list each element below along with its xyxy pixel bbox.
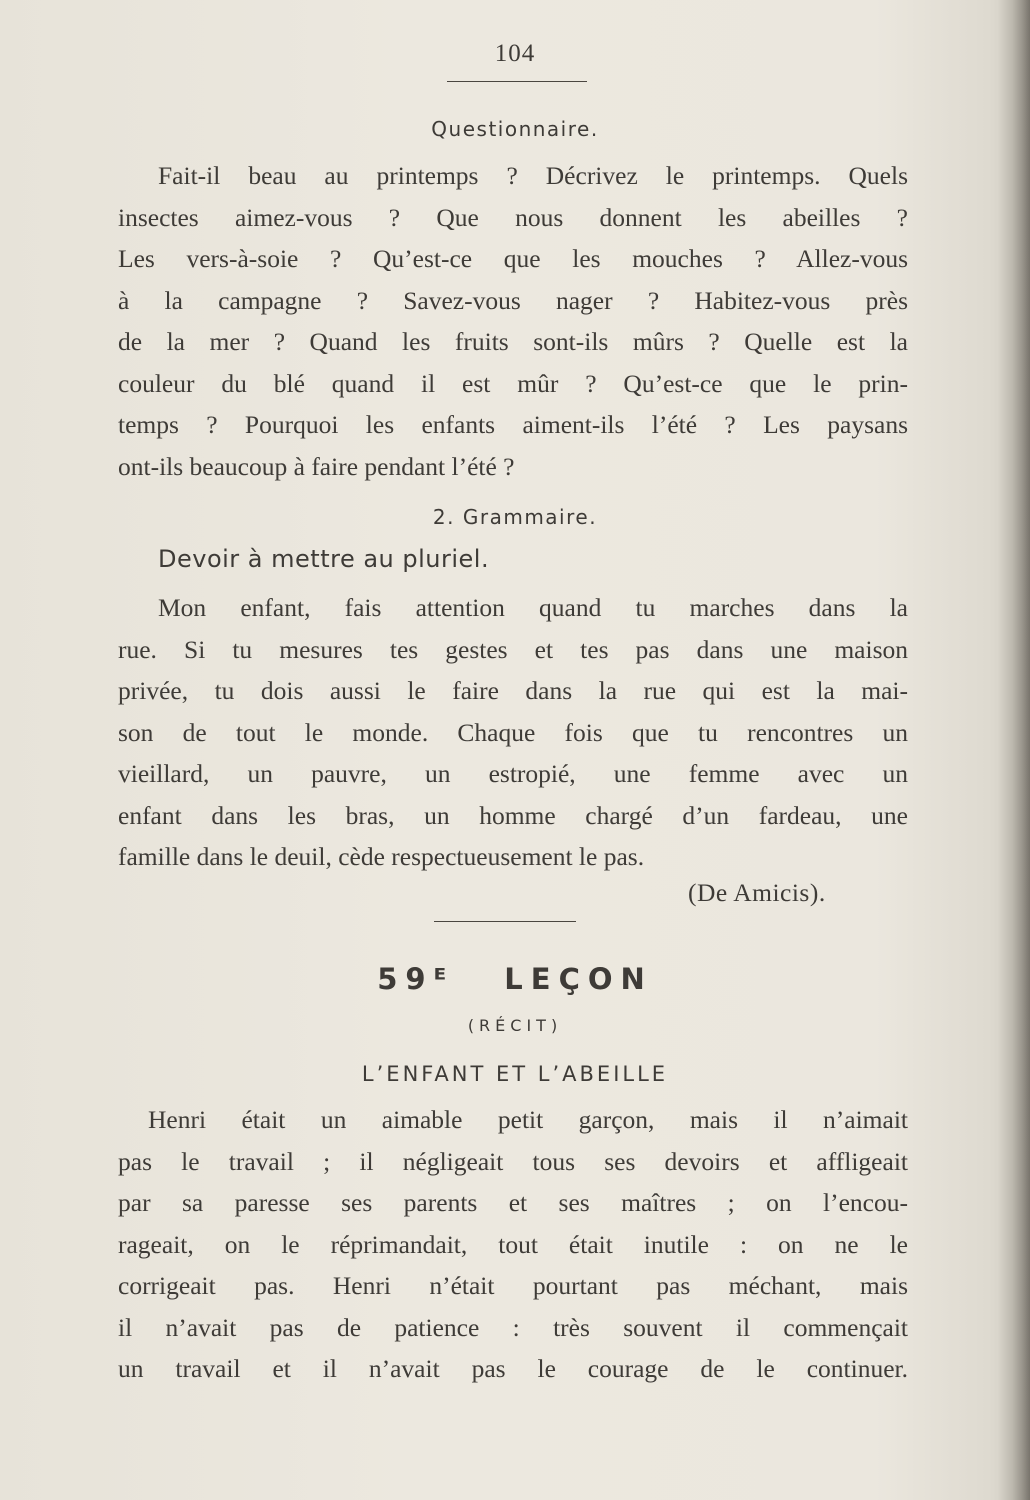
- devoir-paragraph: [118, 587, 908, 878]
- questionnaire-paragraph: [118, 155, 908, 487]
- text-line: son de tout le monde. Chaque fois que tu rencontres un: [118, 717, 908, 747]
- story-paragraph: [118, 1099, 908, 1390]
- text-line: insectes aimez-vous ? Que nous donnent les abeilles ?: [118, 202, 908, 232]
- text-line: vieillard, un pauvre, un estropié, une femme avec un: [118, 759, 908, 788]
- lesson-number: 59ᴱ: [377, 962, 455, 996]
- text-line: à la campagne ? Savez-vous nager ? Habitez-vous près: [118, 285, 908, 315]
- text-line: rageait, on le réprimandait, tout était inutile : on ne le: [118, 1229, 908, 1259]
- text-line: Fait-il beau au printemps ? Décrivez le printemps. Quels: [158, 161, 908, 190]
- text-line: temps ? Pourquoi les enfants aiment-ils l’été ? Les paysans: [118, 410, 908, 439]
- lesson-title: [0, 962, 1030, 996]
- text-line: Mon enfant, fais attention quand tu marches dans la: [158, 593, 908, 622]
- source-attribution: (De Amicis).: [688, 878, 826, 907]
- page-number: 104: [494, 40, 536, 67]
- lesson-word: LEÇON: [504, 962, 653, 996]
- section-divider: [434, 921, 576, 922]
- text-line: couleur du blé quand il est mûr ? Qu’est-ce que le prin-: [118, 368, 908, 398]
- text-line: privée, tu dois aussi le faire dans la rue qui est la mai-: [118, 676, 908, 705]
- top-divider: [447, 81, 587, 82]
- page-edge-shadow: [998, 0, 1030, 1500]
- text-line: Henri était un aimable petit garçon, mais il n’aimait: [148, 1105, 908, 1134]
- questionnaire-heading: Questionnaire.: [431, 117, 599, 141]
- grammaire-heading: 2. Grammaire.: [432, 505, 598, 529]
- text-line: rue. Si tu mesures tes gestes et tes pas dans une maison: [118, 634, 908, 664]
- text-line: il n’avait pas de patience : très souvent il commençait: [118, 1312, 908, 1342]
- text-line: famille dans le deuil, cède respectueusement le pas.: [118, 842, 645, 871]
- text-line: par sa paresse ses parents et ses maîtres ; on l’encou-: [118, 1188, 908, 1217]
- text-line: Les vers-à-soie ? Qu’est-ce que les mouches ? Allez-vous: [118, 244, 908, 273]
- text-line: enfant dans les bras, un homme chargé d’un fardeau, une: [118, 800, 908, 830]
- text-line: corrigeait pas. Henri n’était pourtant pas méchant, mais: [118, 1271, 908, 1300]
- devoir-title: Devoir à mettre au pluriel.: [158, 545, 490, 573]
- text-line: ont-ils beaucoup à faire pendant l’été ?: [118, 451, 515, 481]
- text-line: un travail et il n’avait pas le courage de le continuer.: [118, 1354, 908, 1383]
- lesson-subtitle: (RÉCIT): [467, 1016, 563, 1035]
- text-line: de la mer ? Quand les fruits sont-ils mûrs ? Quelle est la: [118, 327, 908, 356]
- text-line: pas le travail ; il négligeait tous ses devoirs et affligeait: [118, 1146, 908, 1176]
- story-title: L’ENFANT ET L’ABEILLE: [361, 1062, 669, 1086]
